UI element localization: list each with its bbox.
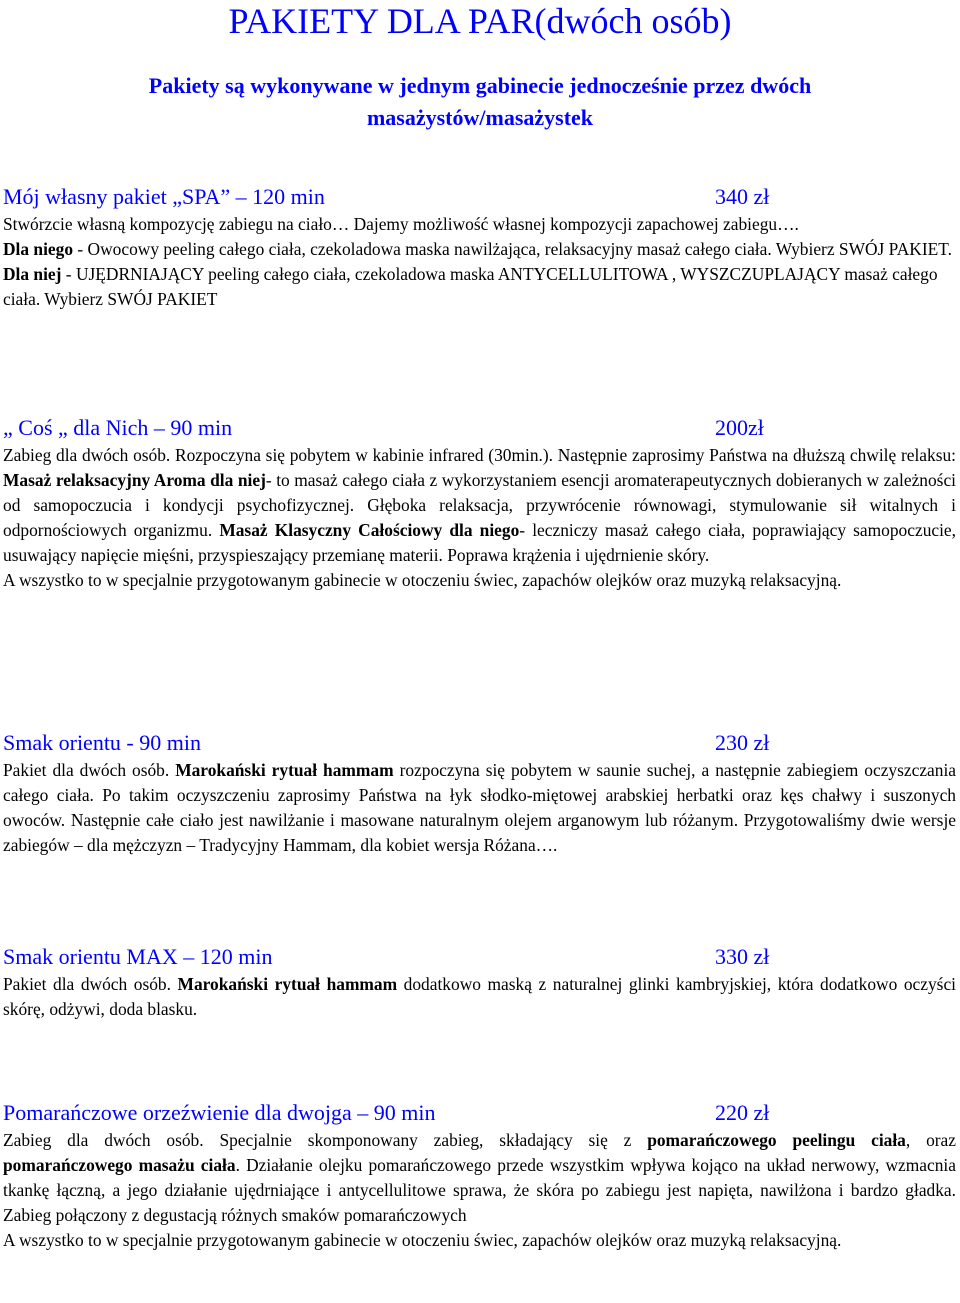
bold-text: Masaż Klasyczny Całościowy dla niego: [219, 520, 520, 540]
package-text: [3, 443, 956, 568]
package-heading-smak-orientu-max: [3, 944, 953, 970]
package-text: [3, 758, 956, 858]
package-her: [3, 262, 956, 312]
text-part: , oraz: [905, 1130, 956, 1150]
package-description-smak-orientu: [3, 758, 956, 858]
package-price: 230 zł: [715, 730, 770, 755]
package-intro: Stwórzcie własną kompozycję zabiegu na ciało… Dajemy możliwość własnej kompozycji zapachowej zabiegu….: [3, 214, 799, 234]
package-text: [3, 972, 956, 1022]
package-price: 200zł: [715, 415, 764, 440]
bold-text: pomarańczowego peelingu ciała: [647, 1130, 906, 1150]
package-closing: A wszystko to w specjalnie przygotowanym gabinecie w otoczeniu świec, zapachów olejków oraz muzyką relaksacyjną.: [3, 1230, 842, 1250]
bold-text: Masaż relaksacyjny Aroma dla niej: [3, 470, 266, 490]
text-part: Zabieg dla dwóch osób. Rozpoczyna się pobytem w kabinie infrared (30min.). Następnie zaprosimy Państwa na dłuższą chwilę relaksu:: [3, 445, 956, 465]
package-description-cos-dla-nich: [3, 443, 956, 593]
text-part: Pakiet dla dwóch osób.: [3, 760, 176, 780]
package-price: 220 zł: [715, 1100, 770, 1125]
him-text: - Owocowy peeling całego ciała, czekoladowa maska nawilżająca, relaksacyjny masaż całego ciała. Wybierz SWÓJ PAKIET.: [73, 239, 952, 259]
text-part: dodatkowo maską z naturalnej glinki kambryjskiej, która dodatkowo oczyści skórę, odżywi, doda blasku.: [3, 974, 956, 1019]
bold-text: Marokański rytuał hammam: [177, 974, 398, 994]
package-heading-cos-dla-nich: [3, 415, 953, 441]
package-description-spa: [3, 212, 956, 312]
package-description-smak-orientu-max: [3, 972, 956, 1022]
page-title: PAKIETY DLA PAR(dwóch osób): [228, 1, 732, 41]
bold-text: pomarańczowego masażu ciała: [3, 1155, 236, 1175]
page-subtitle: Pakiety są wykonywane w jednym gabinecie jednocześnie przez dwóch masażystów/masażystek: [148, 73, 812, 130]
text-part: - to masaż całego ciała z wykorzystaniem esencji aromaterapeutycznych dobieranych w zależności od samopoczucia i kondycji psychofizycznej. Głęboka relaksacja, przywrócenie równowagi, stymulowanie sił witalnych i odpornościowych organizmu.: [3, 470, 956, 540]
package-description-pomaranczowe: [3, 1128, 956, 1253]
package-closing: A wszystko to w specjalnie przygotowanym gabinecie w otoczeniu świec, zapachów olejków oraz muzyką relaksacyjną.: [3, 570, 842, 590]
package-name: Mój własny pakiet „SPA” – 120 min: [3, 184, 325, 209]
package-heading-pomaranczowe: [3, 1100, 953, 1126]
text-part: - leczniczy masaż całego ciała, poprawiający samopoczucie, usuwający napięcie mięśni, przyspieszający przemianę materii. Poprawa krążenia i ujędrnienie skóry.: [3, 520, 957, 565]
package-heading-smak-orientu: [3, 730, 953, 756]
her-label: Dla niej: [3, 264, 62, 284]
package-price: 330 zł: [715, 944, 770, 969]
package-text: [3, 1128, 956, 1228]
package-heading-spa: [3, 184, 953, 210]
package-name: Smak orientu - 90 min: [3, 730, 201, 755]
her-text: - UJĘDRNIAJĄCY peeling całego ciała, czekoladowa maska ANTYCELLULITOWA , WYSZCZUPLAJĄCY masaż całego ciała. Wybierz SWÓJ PAKIET: [3, 264, 938, 309]
package-name: Pomarańczowe orzeźwienie dla dwojga – 90 min: [3, 1100, 436, 1125]
text-part: rozpoczyna się pobytem w saunie suchej, a następnie zabiegiem oczyszczania całego ciała. Po takim oczyszczeniu zaprosimy Państwa na łyk słodko-miętowej arabskiej herbatki oraz kęs chałwy i suszonych owoców. Następnie całe ciało jest nawilżanie i masowane naturalnym olejem arganowym lub różanym. Przygotowaliśmy dwie wersje zabiegów – dla mężczyzn – Tradycyjny Hammam, dla kobiet wersja Różana….: [3, 760, 956, 855]
text-part: Zabieg dla dwóch osób. Specjalnie skomponowany zabieg, składający się z: [3, 1130, 648, 1150]
package-name: „ Coś „ dla Nich – 90 min: [3, 415, 233, 440]
text-part: Pakiet dla dwóch osób.: [3, 974, 178, 994]
package-name: Smak orientu MAX – 120 min: [3, 944, 273, 969]
package-him: [3, 237, 956, 262]
text-part: . Działanie olejku pomarańczowego przede wszystkim wpływa kojąco na układ nerwowy, wzmacnia tkankę łączną, a jego działanie ujędrniające i antycellulitowe sprawa, że skóra po zabiegu jest napięta, nawilżona i bardzo gładka. Zabieg połączony z degustacją różnych smaków pomarańczowych: [3, 1155, 956, 1225]
bold-text: Marokański rytuał hammam: [175, 760, 394, 780]
him-label: Dla niego: [3, 239, 74, 259]
package-price: 340 zł: [715, 184, 770, 209]
